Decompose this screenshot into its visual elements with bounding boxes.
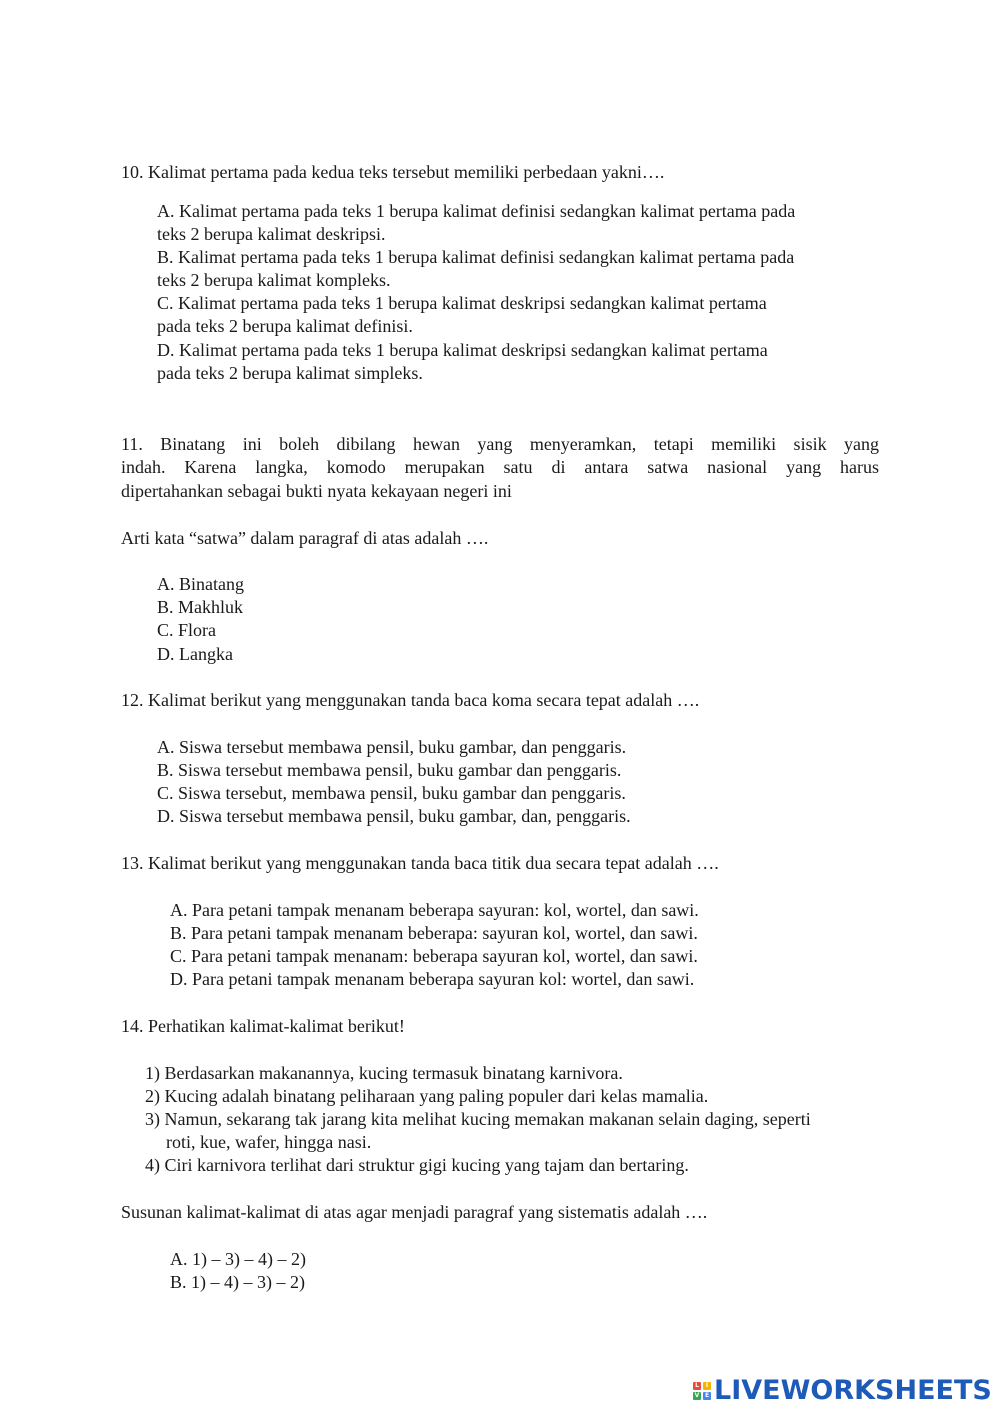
option-12-a: A. Siswa tersebut membawa pensil, buku gambar, dan penggaris. — [157, 737, 627, 757]
option-11-b: B. Makhluk — [157, 597, 244, 617]
option-12-d: D. Siswa tersebut membawa pensil, buku gambar, dan, penggaris. — [157, 806, 631, 826]
paragraph-11-line1: 11. Binatang ini boleh dibilang hewan yang menyeramkan, tetapi memiliki sisik yang — [121, 434, 879, 454]
logo-icon-letter: I — [703, 1382, 711, 1390]
option-13-d: D. Para petani tampak menanam beberapa sayuran kol: wortel, dan sawi. — [170, 969, 695, 989]
option-13-a: A. Para petani tampak menanam beberapa sayuran: kol, wortel, dan sawi. — [170, 900, 699, 920]
sentence-14-4: 4) Ciri karnivora terlihat dari struktur gigi kucing yang tajam dan bertaring. — [145, 1155, 689, 1175]
liveworksheets-logo — [693, 1376, 992, 1406]
option-10-a-line1: A. Kalimat pertama pada teks 1 berupa kalimat definisi sedangkan kalimat pertama pada — [157, 201, 796, 221]
paragraph-11-line3: dipertahankan sebagai bukti nyata kekayaan negeri ini — [121, 481, 512, 501]
option-13-c: C. Para petani tampak menanam: beberapa sayuran kol, wortel, dan sawi. — [170, 946, 698, 966]
question-12: 12. Kalimat berikut yang menggunakan tanda baca koma secara tepat adalah …. — [121, 690, 700, 710]
question-10: 10. Kalimat pertama pada kedua teks tersebut memiliki perbedaan yakni…. — [121, 162, 665, 182]
option-10-a-line2: teks 2 berupa kalimat deskripsi. — [157, 224, 386, 244]
option-10-b-line1: B. Kalimat pertama pada teks 1 berupa kalimat definisi sedangkan kalimat pertama pada — [157, 247, 795, 267]
logo-icon-letter: V — [694, 1392, 700, 1399]
option-12-c: C. Siswa tersebut, membawa pensil, buku gambar dan penggaris. — [157, 783, 626, 803]
question-11: Arti kata “satwa” dalam paragraf di atas adalah …. — [121, 528, 489, 548]
option-10-d-line1: D. Kalimat pertama pada teks 1 berupa kalimat deskripsi sedangkan kalimat pertama — [157, 340, 768, 360]
option-10-b-line2: teks 2 berupa kalimat kompleks. — [157, 270, 391, 290]
paragraph-11-line2: indah. Karena langka, komodo merupakan satu di antara satwa nasional yang harus — [121, 457, 879, 477]
option-14-b: B. 1) – 4) – 3) – 2) — [170, 1272, 305, 1292]
sentence-14-2: 2) Kucing adalah binatang peliharaan yang paling populer dari kelas mamalia. — [145, 1086, 709, 1106]
option-11-a: A. Binatang — [157, 574, 244, 594]
sentence-14-3-line2: roti, kue, wafer, hingga nasi. — [166, 1132, 372, 1152]
option-11-d: D. Langka — [157, 644, 233, 664]
question-13: 13. Kalimat berikut yang menggunakan tanda baca titik dua secara tepat adalah …. — [121, 853, 719, 873]
logo-icon-letter: L — [693, 1382, 701, 1390]
option-10-c-line1: C. Kalimat pertama pada teks 1 berupa kalimat deskripsi sedangkan kalimat pertama — [157, 293, 767, 313]
option-14-a: A. 1) – 3) – 4) – 2) — [170, 1249, 306, 1269]
option-11-c: C. Flora — [157, 620, 217, 640]
logo-text: LIVEWORKSHEETS — [714, 1375, 992, 1406]
sentence-14-1: 1) Berdasarkan makanannya, kucing termasuk binatang karnivora. — [145, 1063, 623, 1083]
prompt-14: Susunan kalimat-kalimat di atas agar menjadi paragraf yang sistematis adalah …. — [121, 1202, 708, 1222]
option-13-b: B. Para petani tampak menanam beberapa: sayuran kol, wortel, dan sawi. — [170, 923, 698, 943]
option-12-b: B. Siswa tersebut membawa pensil, buku gambar dan penggaris. — [157, 760, 622, 780]
liveworksheets-icon — [693, 1382, 711, 1400]
option-10-d-line2: pada teks 2 berupa kalimat simpleks. — [157, 363, 423, 383]
question-14: 14. Perhatikan kalimat-kalimat berikut! — [121, 1016, 405, 1036]
option-10-c-line2: pada teks 2 berupa kalimat definisi. — [157, 316, 413, 336]
logo-icon-letter: E — [704, 1392, 710, 1399]
sentence-14-3-line1: 3) Namun, sekarang tak jarang kita melihat kucing memakan makanan selain daging, seperti — [145, 1109, 811, 1129]
